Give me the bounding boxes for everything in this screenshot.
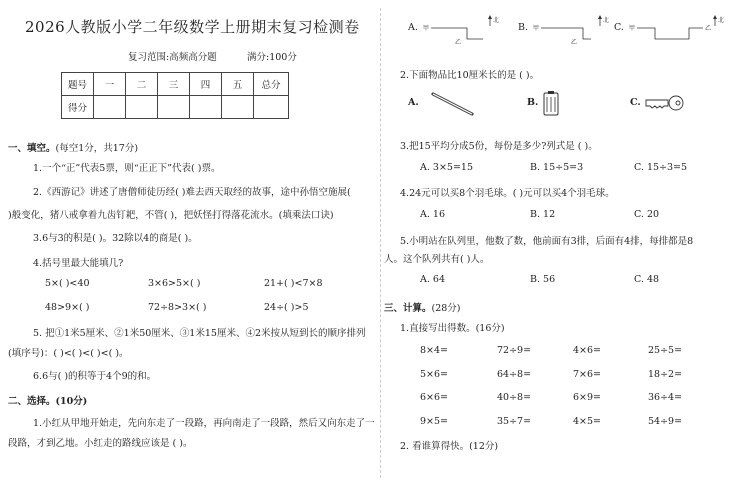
route-path [541,28,591,39]
calc-item: 54÷9= [648,416,683,427]
page-title: 2026人教版小学二年级数学上册期末复习检测卷 [25,18,360,36]
route-start-label: 甲 [629,25,636,32]
score-table-score-row [62,96,289,119]
calc-item: 7×6= [573,369,602,380]
choice-option: B. 12 [530,209,556,220]
route-option-b-label: B. [518,22,529,33]
route-end-label: 乙 [455,39,462,46]
route-end-label: 乙 [571,39,578,46]
route-path [637,28,703,39]
s2-question-2: 2.下面物品比10厘米长的是 ( )。 [400,70,540,81]
calc-item: 4×6= [573,345,602,356]
choice-option: B. 15÷5=3 [530,162,584,173]
route-start-label: 甲 [533,25,540,32]
calc-item: 8×4= [420,345,449,356]
s1-question-6: 6.6与( )的积等于4个9的和。 [33,371,157,382]
score-cell[interactable] [222,96,254,119]
column-divider [380,8,381,478]
score-header-cell: 二 [126,73,158,96]
north-arrow-head-icon [488,15,492,19]
inequality-item: 24÷( )>5 [264,302,309,313]
full-score: 满分:100分 [247,52,297,63]
s2-question-4: 4.24元可以买8个羽毛球。( )元可以买4个羽毛球。 [400,188,615,199]
score-header-cell: 四 [190,73,222,96]
s2-question-5-line2: 人。这个队列共有( )人。 [384,254,490,265]
calc-item: 9×5= [420,416,449,427]
score-cell[interactable] [126,96,158,119]
calc-item: 25÷5= [648,345,683,356]
review-scope: 复习范围:高频高分题 [128,52,217,63]
route-path [431,28,483,39]
compass-label: 北 [603,17,610,24]
calc-item: 6×6= [420,392,449,403]
score-cell[interactable] [190,96,222,119]
section1-heading-line [8,136,138,155]
section3-note: (28分) [431,303,461,314]
route-diagram-a [421,12,501,46]
object-option-b-label: B. [527,97,539,108]
score-table [61,72,289,119]
s2-question-1-line1: 1.小红从甲地开始走，先向东走了一段路，再向南走了一段路，然后又向东走了一 [33,418,375,429]
score-cell[interactable] [158,96,190,119]
route-diagram-b [531,12,611,46]
inequality-item: 3×6>5×( ) [148,278,201,289]
s1-question-2-line1: 2.《西游记》讲述了唐僧师徒历经( )难去西天取经的故事，途中孙悟空施展( [33,187,351,198]
object-option-a-label: A. [408,97,419,108]
s1-question-2-line2: )般变化，猪八戒拿着九齿钉耙，不管( )，把妖怪打得落花流水。(填乘法口诀) [8,210,334,221]
choice-option: C. 15÷3=5 [634,162,688,173]
choice-option: A. 16 [420,209,445,220]
s1-question-4: 4.括号里最大能填几? [33,258,124,269]
route-option-c-label: C. [614,22,624,33]
s3-question-2: 2. 看谁算得快。(12分) [400,441,499,452]
calc-item: 35÷7= [497,416,532,427]
calc-item: 18÷2= [648,369,683,380]
calc-item: 64÷8= [497,369,532,380]
calc-item: 5×6= [420,369,449,380]
inequality-item: 72÷8>3×( ) [148,302,207,313]
object-option-c-label: C. [630,97,641,108]
s1-question-5-line1: 5. 把①1米5厘米、②1米50厘米、③1米15厘米、④2米按从短到长的顺序排列 [33,328,366,339]
route-diagram-c [627,12,727,46]
north-arrow-head-icon [598,15,602,19]
section1-note: (每空1分，共17分) [55,143,139,154]
section3-heading: 三、计算。 [384,303,432,314]
key-icon [644,94,686,112]
inequality-item: 21+( )<7×8 [264,278,323,289]
pencil-icon [430,90,476,118]
s2-question-3: 3.把15平均分成5份，每份是多少?列式是 ( )。 [400,141,598,152]
choice-option: C. 48 [634,274,660,285]
s2-question-1-line2: 段路，才到乙地。小红走的路线应该是 ( )。 [8,438,193,449]
score-row-label: 得分 [62,96,94,119]
inequality-item: 48>9×( ) [45,302,90,313]
calc-item: 36÷4= [648,392,683,403]
s1-question-5-line2: (填序号)：( )<( )<( )<( )。 [8,348,129,359]
compass-label: 北 [493,17,500,24]
score-cell[interactable] [94,96,126,119]
section2-heading: 二、选择。(10分) [8,396,88,407]
calc-item: 6×9= [573,392,602,403]
route-end-label: 乙 [705,25,712,32]
score-header-cell: 三 [158,73,190,96]
choice-option: A. 3×5=15 [420,162,473,173]
s3-question-1: 1.直接写出得数。(16分) [400,323,505,334]
choice-option: C. 20 [634,209,660,220]
choice-option: A. 64 [420,274,445,285]
section3-heading-line [384,296,461,315]
calc-item: 4×5= [573,416,602,427]
route-start-label: 甲 [423,25,430,32]
score-cell[interactable] [254,96,289,119]
s1-question-3: 3.6与3的积是( )。32除以4的商是( )。 [33,233,198,244]
s1-question-1: 1.一个“正”代表5票，则“正正下”代表( )票。 [33,163,221,174]
north-arrow-head-icon [713,15,717,19]
section1-heading: 一、填空。 [8,143,56,154]
score-header-cell: 题号 [62,73,94,96]
score-header-cell: 五 [222,73,254,96]
calc-item: 72÷9= [497,345,532,356]
score-table-header-row [62,73,289,96]
s2-question-5-line1: 5.小明站在队列里，他数了数，他前面有3排，后面有4排，每排都是8 [400,236,694,247]
compass-label: 北 [718,17,725,24]
choice-option: B. 56 [530,274,556,285]
battery-icon [541,90,561,118]
route-option-a-label: A. [408,22,418,33]
calc-item: 40÷8= [497,392,532,403]
inequality-item: 5×( )<40 [45,278,90,289]
score-header-cell: 一 [94,73,126,96]
score-header-cell: 总分 [254,73,289,96]
